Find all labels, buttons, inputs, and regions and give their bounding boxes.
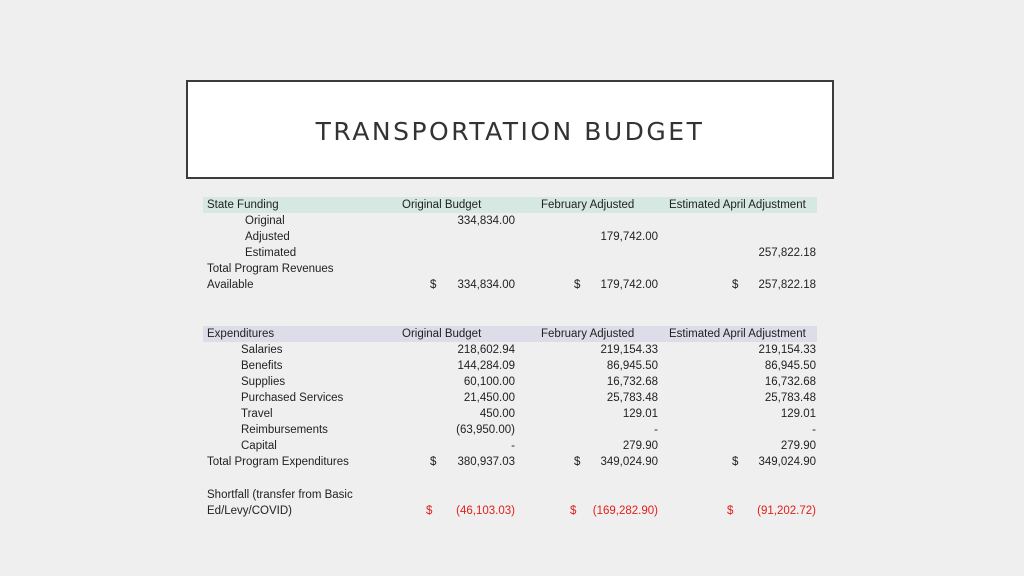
header-estimated-april: Estimated April Adjustment: [669, 328, 806, 340]
row-value-april: 257,822.18: [758, 247, 816, 259]
revenue-total-original: 334,834.00: [457, 279, 515, 291]
header-february-adjusted: February Adjusted: [541, 199, 635, 211]
row-label: Salaries: [241, 344, 283, 356]
row-label: Adjusted: [245, 231, 290, 243]
row-value-original: 334,834.00: [457, 215, 515, 227]
row-value-february: 86,945.50: [606, 360, 658, 372]
row-value-original: 144,284.09: [457, 360, 515, 372]
row-value-april: 25,783.48: [764, 392, 816, 404]
shortfall-february: (169,282.90): [592, 505, 658, 517]
expenditures-total-february: 349,024.90: [600, 456, 658, 468]
shortfall-label-line2: Ed/Levy/COVID): [207, 505, 292, 517]
table-row: [203, 406, 817, 422]
shortfall-original: (46,103.03): [456, 505, 515, 517]
currency-symbol: $: [727, 505, 734, 517]
shortfall-april: (91,202.72): [757, 505, 816, 517]
header-original-budget: Original Budget: [402, 199, 482, 211]
shortfall-label-row: [203, 487, 817, 503]
revenue-total-label-row: [203, 261, 817, 277]
table-row: [203, 374, 817, 390]
row-value-february: 179,742.00: [600, 231, 658, 243]
shortfall-label-line1: Shortfall (transfer from Basic: [207, 489, 353, 501]
row-value-original: (63,950.00): [456, 424, 515, 436]
expenditures-total-original: 380,937.03: [457, 456, 515, 468]
row-label: Original: [245, 215, 285, 227]
revenue-header-label: State Funding: [207, 199, 279, 211]
table-row: [203, 358, 817, 374]
row-value-original: 21,450.00: [463, 392, 515, 404]
table-row: [203, 229, 817, 245]
header-estimated-april: Estimated April Adjustment: [669, 199, 806, 211]
revenue-total-label-line2: Available: [207, 279, 254, 291]
table-row: [203, 213, 817, 229]
currency-symbol: $: [574, 279, 581, 291]
currency-symbol: $: [732, 279, 739, 291]
revenue-total-row: [203, 277, 817, 293]
row-value-february: 279.90: [622, 440, 658, 452]
header-february-adjusted: February Adjusted: [541, 328, 635, 340]
row-value-original: 450.00: [479, 408, 515, 420]
row-label: Capital: [241, 440, 277, 452]
row-value-february: -: [654, 424, 658, 436]
row-value-original: 218,602.94: [457, 344, 515, 356]
row-label: Benefits: [241, 360, 283, 372]
row-value-april: 16,732.68: [764, 376, 816, 388]
row-value-february: 219,154.33: [600, 344, 658, 356]
row-label: Travel: [241, 408, 273, 420]
table-row: [203, 438, 817, 454]
currency-symbol: $: [430, 456, 437, 468]
currency-symbol: $: [732, 456, 739, 468]
row-label: Supplies: [241, 376, 286, 388]
expenditures-total-april: 349,024.90: [758, 456, 816, 468]
row-value-april: 86,945.50: [764, 360, 816, 372]
revenue-total-february: 179,742.00: [600, 279, 658, 291]
row-label: Estimated: [245, 247, 297, 259]
revenue-total-label-line1: Total Program Revenues: [207, 263, 334, 275]
slide-title: TRANSPORTATION BUDGET: [315, 117, 705, 146]
row-value-original: 60,100.00: [463, 376, 515, 388]
row-value-february: 16,732.68: [606, 376, 658, 388]
currency-symbol: $: [574, 456, 581, 468]
row-label: Purchased Services: [241, 392, 344, 404]
row-value-april: -: [812, 424, 816, 436]
row-value-april: 279.90: [780, 440, 816, 452]
row-value-february: 25,783.48: [606, 392, 658, 404]
table-row: [203, 342, 817, 358]
row-value-original: -: [511, 440, 515, 452]
expenditures-total-label: Total Program Expenditures: [207, 456, 349, 468]
expenditures-total-row: [203, 454, 817, 470]
table-row: [203, 245, 817, 261]
row-value-april: 219,154.33: [758, 344, 816, 356]
shortfall-row: [203, 503, 817, 519]
row-value-april: 129.01: [780, 408, 816, 420]
revenue-total-april: 257,822.18: [758, 279, 816, 291]
table-row: [203, 422, 817, 438]
currency-symbol: $: [426, 505, 433, 517]
expenditures-header-label: Expenditures: [207, 328, 275, 340]
currency-symbol: $: [570, 505, 577, 517]
currency-symbol: $: [430, 279, 437, 291]
row-label: Reimbursements: [241, 424, 328, 436]
revenue-header-row: [203, 197, 817, 213]
header-original-budget: Original Budget: [402, 328, 482, 340]
row-value-february: 129.01: [622, 408, 658, 420]
table-row: [203, 390, 817, 406]
expenditures-header-row: [203, 326, 817, 342]
